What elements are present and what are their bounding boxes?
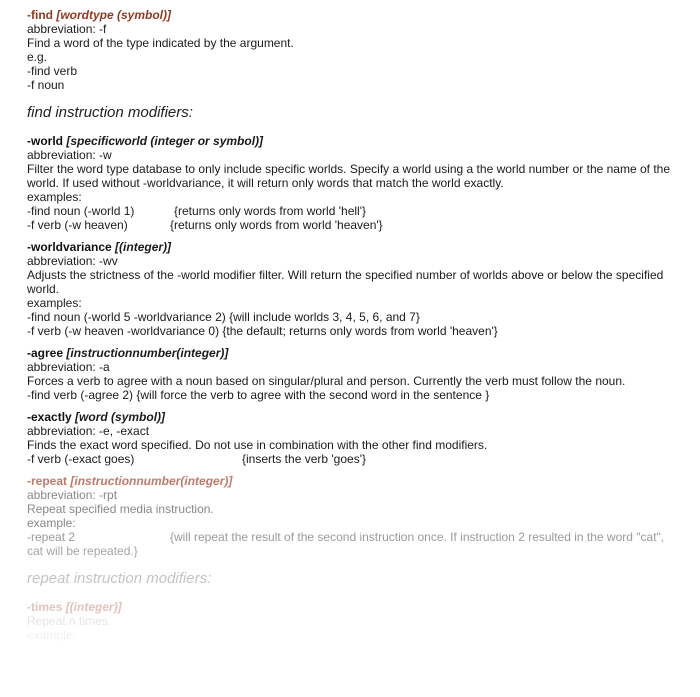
exactly-description: Finds the exact word specified. Do not use in combination with the other find modifiers. (27, 438, 488, 452)
exactly-abbreviation: abbreviation: -e, -exact (27, 424, 150, 438)
exactly-heading (27, 410, 687, 424)
world-abbreviation: abbreviation: -w (27, 148, 112, 162)
world-argument: [specificworld (integer or symbol)] (66, 134, 264, 148)
repeat-example-label: example: (27, 516, 76, 530)
worldvariance-command: -worldvariance (27, 240, 112, 254)
repeat-modifiers-title: repeat instruction modifiers: (27, 570, 212, 587)
find-command: -find (27, 8, 53, 22)
find-heading (27, 8, 687, 22)
exactly-section (27, 410, 687, 466)
world-heading (27, 134, 687, 148)
agree-section (27, 346, 687, 402)
times-description: Repeat n times. (27, 614, 112, 628)
find-example-2: -f noun (27, 78, 65, 92)
exactly-argument: [word (symbol)] (75, 410, 166, 424)
times-heading (27, 600, 687, 614)
find-abbreviation: abbreviation: -f (27, 22, 107, 36)
worldvariance-section (27, 240, 687, 338)
repeat-heading (27, 474, 687, 488)
agree-heading (27, 346, 687, 360)
find-argument: [wordtype (symbol)] (56, 8, 172, 22)
repeat-example-1-continued: cat will be repeated.} (27, 544, 138, 558)
find-example-1: -find verb (27, 64, 78, 78)
worldvariance-example-1: -find noun (-world 5 -worldvariance 2) {will include worlds 3, 4, 5, 6, and 7} (27, 310, 420, 324)
worldvariance-example-2: -f verb (-w heaven -worldvariance 0) {the default; returns only words from world 'heaven'} (27, 324, 498, 338)
worldvariance-description: Adjusts the strictness of the -world modifier filter. Will return the specified number of worlds above or below the specified world. (27, 268, 664, 296)
agree-abbreviation: abbreviation: -a (27, 360, 110, 374)
times-extra-line: example: (27, 628, 76, 642)
world-description: Filter the word type database to only include specific worlds. Specify a world using a the world number or the name of the world. If used without -worldvariance, it will return only words that match the world exactly. (27, 162, 671, 190)
worldvariance-argument: [(integer)] (115, 240, 172, 254)
agree-command: -agree (27, 346, 64, 360)
world-example-2: -f verb (-w heaven) {returns only words from world 'heaven'} (27, 218, 383, 232)
repeat-description: Repeat specified media instruction. (27, 502, 214, 516)
world-examples-label: examples: (27, 190, 82, 204)
worldvariance-examples-label: examples: (27, 296, 82, 310)
worldvariance-heading (27, 240, 687, 254)
world-section (27, 134, 687, 232)
find-description: Find a word of the type indicated by the argument. (27, 36, 294, 50)
times-command: -times (27, 600, 63, 614)
repeat-abbreviation: abbreviation: -rpt (27, 488, 118, 502)
world-command: -world (27, 134, 63, 148)
repeat-section (27, 474, 687, 558)
documentation-page (27, 8, 687, 642)
world-example-1: -find noun (-world 1) {returns only words from world 'hell'} (27, 204, 366, 218)
times-argument: [(integer)] (65, 600, 122, 614)
worldvariance-abbreviation: abbreviation: -wv (27, 254, 118, 268)
repeat-example-1: -repeat 2 {will repeat the result of the second instruction once. If instruction 2 resulted in the word "cat", (27, 530, 665, 544)
agree-argument: [instructionnumber(integer)] (66, 346, 229, 360)
find-section (27, 8, 687, 92)
agree-example-1: -find verb (-agree 2) {will force the verb to agree with the second word in the sentence } (27, 388, 490, 402)
repeat-command: -repeat (27, 474, 68, 488)
agree-description: Forces a verb to agree with a noun based on singular/plural and person. Currently the verb must follow the noun. (27, 374, 626, 388)
exactly-example-1: -f verb (-exact goes) {inserts the verb 'goes'} (27, 452, 366, 466)
exactly-command: -exactly (27, 410, 72, 424)
find-eg-label: e.g. (27, 50, 48, 64)
find-modifiers-title: find instruction modifiers: (27, 104, 193, 121)
times-section (27, 600, 687, 642)
repeat-argument: [instructionnumber(integer)] (70, 474, 233, 488)
